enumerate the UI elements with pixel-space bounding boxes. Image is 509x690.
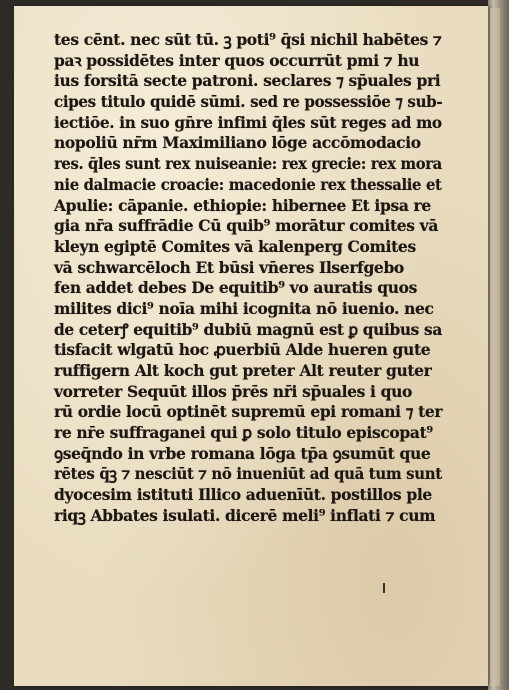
text-line: tes cēnt. nec sūt tū. ꝫ poti⁹ q̄si nichil habētes ⁊ bbox=[54, 30, 442, 49]
text-line: Apulie: cāpanie. ethiopie: hibernee Et ipsa re bbox=[54, 195, 431, 215]
page-edge-inner bbox=[490, 8, 500, 686]
text-line: vorreter Sequūt illos p̄rēs nr̄i sp̄uales i quo bbox=[54, 381, 413, 401]
text-line: nie dalmacie croacie: macedonie rex thessalie et bbox=[54, 174, 442, 194]
text-line: riqꝫ Abbates isulati. dicerē meli⁹ inflati ⁊ cum bbox=[54, 505, 436, 525]
text-line: ius forsitā secte patroni. seclares ⁊ sp̄uales pri bbox=[54, 71, 441, 91]
text-line: milites dici⁹ noīa mihi icognita nō iuenio. nec bbox=[54, 298, 434, 318]
text-line: dyocesim istituti Illico aduenīūt. postillos ple bbox=[54, 485, 432, 505]
text-line: rū ordie locū optinēt supremū epi romani ⁊ ter bbox=[54, 402, 443, 422]
text-line: vā schwarcēloch Et būsi vn̄eres Ilserfgebo bbox=[54, 257, 404, 277]
text-line: nopoliū nr̄m Maximiliano lōge accōmodacio bbox=[54, 133, 421, 153]
text-line: ꝯseq̄ndo in vrbe romana lōga tp̄a ꝯsumūt que bbox=[54, 443, 431, 463]
text-line: gia nr̄a suffrādie Cū quib⁹ morātur comites vā bbox=[54, 216, 439, 236]
text-line: cipes titulo quidē sūmi. sed re possessiōe ⁊ sub- bbox=[54, 92, 443, 112]
text-line: rētes q̄ꝫ ⁊ nesciūt ⁊ nō inueniūt ad quā tum sunt bbox=[54, 464, 442, 484]
text-line: res. q̄les sunt rex nuiseanie: rex grecie: rex mora bbox=[54, 154, 442, 174]
text-block bbox=[54, 30, 442, 527]
text-line: re nr̄e suffraganei qui ꝑ solo titulo episcopat⁹ bbox=[54, 423, 433, 443]
text-line: iectiōe. in suo gn̄re infimi q̄les sūt reges ad mo bbox=[54, 112, 442, 132]
ink-mark bbox=[383, 583, 385, 593]
text-line: kleyn egiptē Comites vā kalenperg Comites bbox=[54, 236, 416, 256]
text-line: de ceterꝭ equitib⁹ dubiū magnū est ꝑ quibus sa bbox=[54, 319, 442, 339]
text-line: fen addet debes De equitib⁹ vo auratis quos bbox=[54, 278, 418, 298]
text-line: ruffigern Alt koch gut preter Alt reuter guter bbox=[54, 361, 432, 380]
text-line: tisfacit wlgatū hoc ꝓuerbiū Alde hueren gute bbox=[54, 340, 431, 360]
text-line: paꝛ possidētes inter quos occurrūt pmi ⁊ hu bbox=[54, 50, 420, 70]
